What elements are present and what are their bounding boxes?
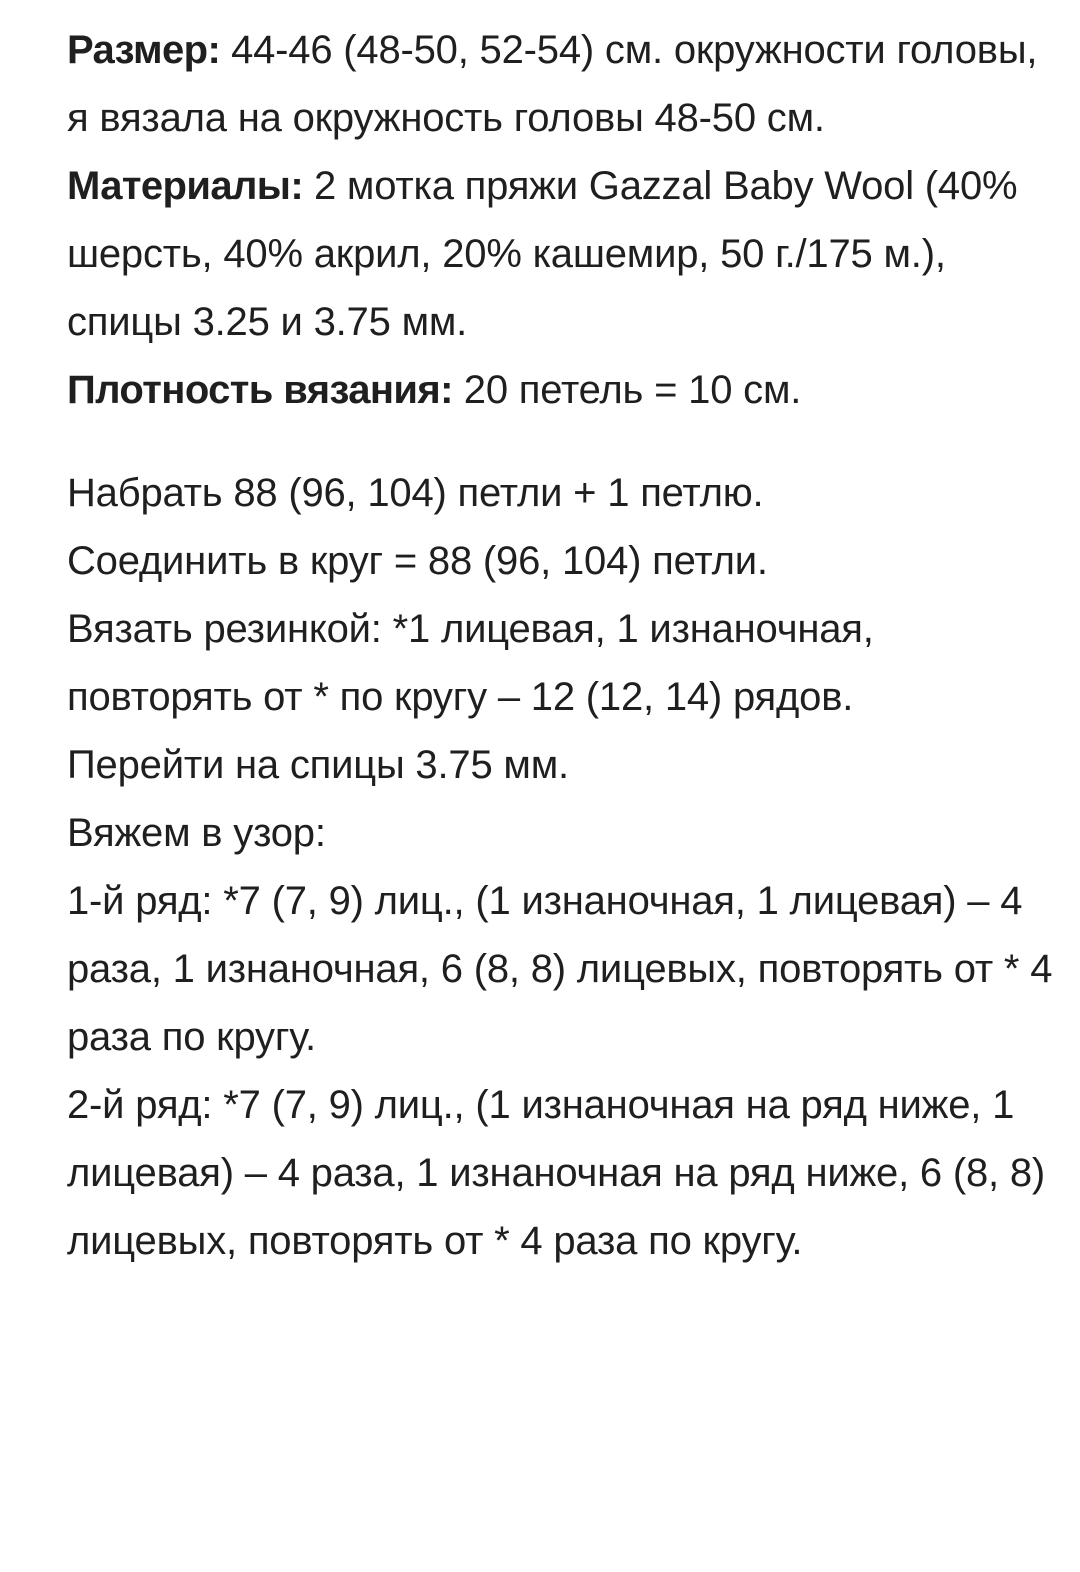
join-instruction: Соединить в круг = 88 (96, 104) петли.: [67, 539, 768, 583]
materials-label: Материалы:: [67, 164, 304, 208]
gauge-label: Плотность вязания:: [67, 368, 453, 412]
row-1-instruction: 1-й ряд: *7 (7, 9) лиц., (1 изнаночная, 1 лицевая) – 4 раза, 1 изнаночная, 6 (8, 8) лицевых, повторять от * 4 раза по кругу.: [67, 879, 1053, 1059]
switch-needles-instruction: Перейти на спицы 3.75 мм.: [67, 743, 569, 787]
section-spacer: [67, 424, 1057, 459]
row-2-instruction: 2-й ряд: *7 (7, 9) лиц., (1 изнаночная на ряд ниже, 1 лицевая) – 4 раза, 1 изнаночная на ряд ниже, 6 (8, 8) лицевых, повторять от * 4 раза по кругу.: [67, 1083, 1046, 1263]
pattern-intro: Вяжем в узор:: [67, 811, 326, 855]
size-paragraph: [67, 16, 1057, 152]
size-text: 44-46 (48-50, 52-54) см. окружности головы, я вязала на окружность головы 48-50 см.: [67, 28, 1038, 140]
cast-on-instruction: Набрать 88 (96, 104) петли + 1 петлю.: [67, 471, 764, 515]
materials-text: 2 мотка пряжи Gazzal Baby Wool (40% шерсть, 40% акрил, 20% кашемир, 50 г./175 м.), спицы 3.25 и 3.75 мм.: [67, 164, 1018, 344]
rib-instruction: Вязать резинкой: *1 лицевая, 1 изнаночная, повторять от * по кругу – 12 (12, 14) рядов.: [67, 607, 874, 719]
gauge-paragraph: [67, 356, 1057, 424]
materials-paragraph: [67, 152, 1057, 356]
knitting-pattern-document: [67, 16, 1057, 1275]
size-label: Размер:: [67, 28, 221, 72]
gauge-text: 20 петель = 10 см.: [452, 368, 802, 412]
